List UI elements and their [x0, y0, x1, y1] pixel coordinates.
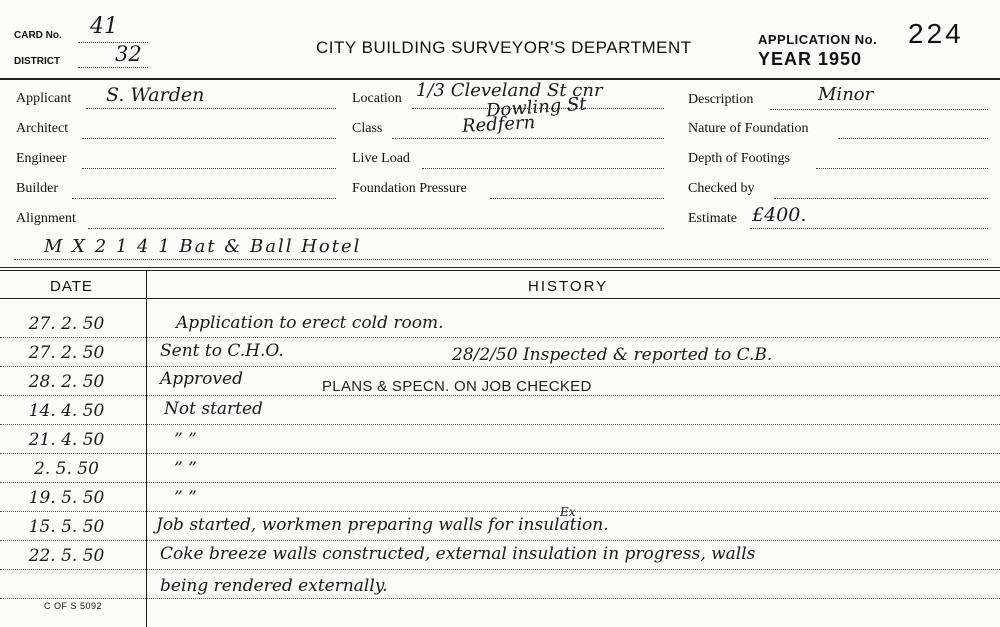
history-entry-9: Coke breeze walls constructed, external insulation in progress, walls — [160, 544, 756, 564]
history-entry-1: Application to erect cold room. — [176, 313, 444, 333]
description-label: Description — [688, 92, 754, 107]
nature-of-foundation-label: Nature of Foundation — [688, 121, 809, 136]
plans-checked-stamp: PLANS & SPECN. ON JOB CHECKED — [322, 378, 592, 395]
form-code: C OF S 5092 — [44, 601, 103, 611]
history-entry-4: Not started — [164, 399, 263, 419]
history-date-2: 27. 2. 50 — [28, 343, 105, 363]
applicant-value: S. Warden — [106, 84, 205, 106]
estimate-value: £400. — [752, 204, 807, 226]
history-entry-5: ” ” — [174, 430, 197, 450]
application-label: APPLICATION No. — [758, 32, 878, 47]
history-date-3: 28. 2. 50 — [28, 372, 105, 392]
history-entry-2-inspection: 28/2/50 Inspected & reported to C.B. — [452, 345, 773, 365]
history-entry-3: Approved — [160, 369, 243, 389]
location-value-line1: 1/3 Cleveland St cnr — [416, 80, 603, 101]
notes-value: M X 2 1 4 1 Bat & Ball Hotel — [44, 236, 362, 257]
card-number-value: 41 — [90, 14, 118, 39]
history-column-divider — [146, 270, 147, 627]
foundation-pressure-label: Foundation Pressure — [352, 181, 467, 196]
history-column-header: HISTORY — [528, 278, 609, 295]
date-column-header: DATE — [50, 278, 93, 295]
history-top-rule — [0, 267, 1000, 268]
history-date-7: 19. 5. 50 — [28, 488, 105, 508]
estimate-label: Estimate — [688, 211, 737, 226]
history-entry-6: ” ” — [174, 459, 197, 479]
engineer-label: Engineer — [16, 151, 67, 166]
alignment-label: Alignment — [16, 211, 76, 226]
district-value: 32 — [115, 42, 142, 66]
builder-label: Builder — [16, 181, 58, 196]
location-value-line3: Redfern — [461, 112, 536, 137]
history-entry-9-continued: being rendered externally. — [160, 576, 388, 596]
application-number: 224 — [908, 18, 964, 49]
depth-of-footings-label: Depth of Footings — [688, 151, 790, 166]
class-label: Class — [352, 121, 383, 136]
checked-by-label: Checked by — [688, 181, 755, 196]
location-value-line2: Dowling St — [485, 93, 588, 122]
live-load-label: Live Load — [352, 151, 410, 166]
history-top-rule-double — [0, 270, 1000, 271]
history-entry-8: Job started, workmen preparing walls for insulation. — [156, 515, 609, 535]
history-date-5: 21. 4. 50 — [28, 430, 105, 450]
history-header-rule — [0, 298, 1000, 299]
history-date-6: 2. 5. 50 — [34, 459, 99, 479]
applicant-label: Applicant — [16, 91, 72, 106]
description-value: Minor — [818, 84, 874, 105]
district-label: DISTRICT — [14, 56, 61, 67]
card-number-label: CARD No. — [14, 30, 62, 41]
history-date-9: 22. 5. 50 — [28, 546, 105, 566]
history-date-4: 14. 4. 50 — [28, 401, 105, 421]
department-title: CITY BUILDING SURVEYOR'S DEPARTMENT — [316, 38, 692, 57]
architect-label: Architect — [16, 121, 69, 136]
location-label: Location — [352, 91, 402, 106]
history-date-1: 27. 2. 50 — [28, 314, 105, 334]
history-entry-2: Sent to C.H.O. — [160, 341, 284, 361]
year: YEAR 1950 — [758, 49, 863, 69]
history-entry-7: ” ” — [174, 488, 197, 508]
history-date-8: 15. 5. 50 — [28, 517, 105, 537]
history-entry-8-note: Ex — [560, 505, 576, 519]
